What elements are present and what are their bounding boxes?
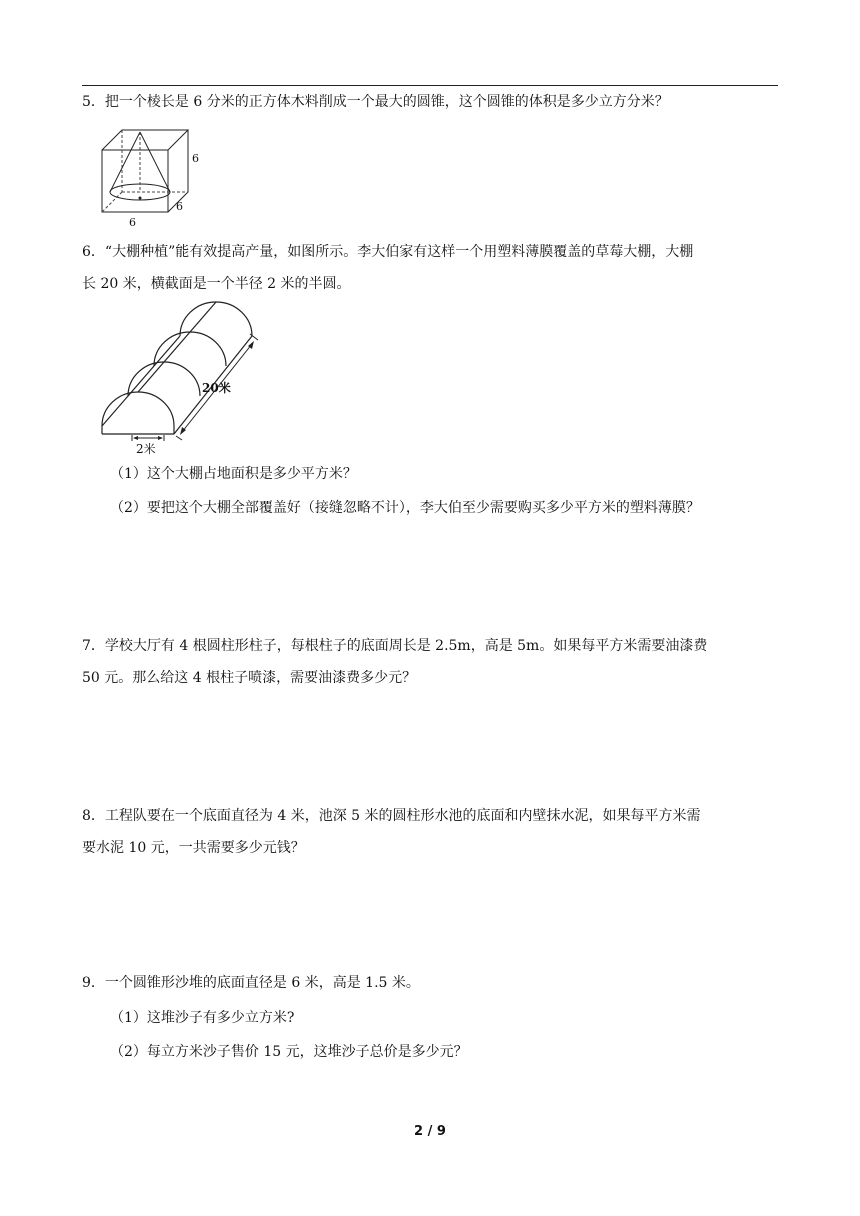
- cube-height-label: 6: [192, 152, 199, 165]
- cube-depth-label: 6: [176, 200, 183, 213]
- question-8-line-2: 要水泥 10 元，一共需要多少元钱？: [82, 840, 305, 856]
- question-9-line-1: 9．一个圆锥形沙堆的底面直径是 6 米，高是 1.5 米。: [82, 975, 420, 991]
- question-9-sub-2: （2）每立方米沙子售价 15 元，这堆沙子总价是多少元？: [110, 1044, 468, 1060]
- greenhouse-radius-label: 2米: [136, 442, 156, 456]
- question-9-sub-1: （1）这堆沙子有多少立方米?: [110, 1010, 295, 1026]
- greenhouse-figure: [98, 300, 268, 462]
- question-5-text: 5．把一个棱长是 6 分米的正方体木料削成一个最大的圆锥，这个圆锥的体积是多少立方分米？: [82, 94, 669, 110]
- question-6-sub-2: （2）要把这个大棚全部覆盖好（接缝忽略不计），李大伯至少需要购买多少平方米的塑料薄膜？: [110, 500, 700, 516]
- question-8-line-1: 8．工程队要在一个底面直径为 4 米，池深 5 米的圆柱形水池的底面和内壁抹水泥，如果每平方米需: [82, 808, 701, 824]
- cube-width-label: 6: [129, 216, 136, 229]
- cube-cone-figure: [96, 124, 206, 234]
- question-7-line-1: 7．学校大厅有 4 根圆柱形柱子，每根柱子的底面周长是 2.5m，高是 5m。如果每平方米需要油漆费: [82, 638, 708, 654]
- question-6-sub-1: （1）这个大棚占地面积是多少平方米？: [110, 466, 357, 482]
- question-7-line-2: 50 元。那么给这 4 根柱子喷漆，需要油漆费多少元？: [82, 670, 417, 686]
- greenhouse-length-label: 20米: [202, 381, 231, 395]
- header-rule: [82, 85, 778, 86]
- page-number: 2 / 9: [414, 1124, 446, 1139]
- question-6-line-1: 6．“大棚种植”能有效提高产量，如图所示。李大伯家有这样一个用塑料薄膜覆盖的草莓大棚，大棚: [82, 244, 694, 260]
- question-6-line-2: 长 20 米，横截面是一个半径 2 米的半圆。: [82, 276, 351, 292]
